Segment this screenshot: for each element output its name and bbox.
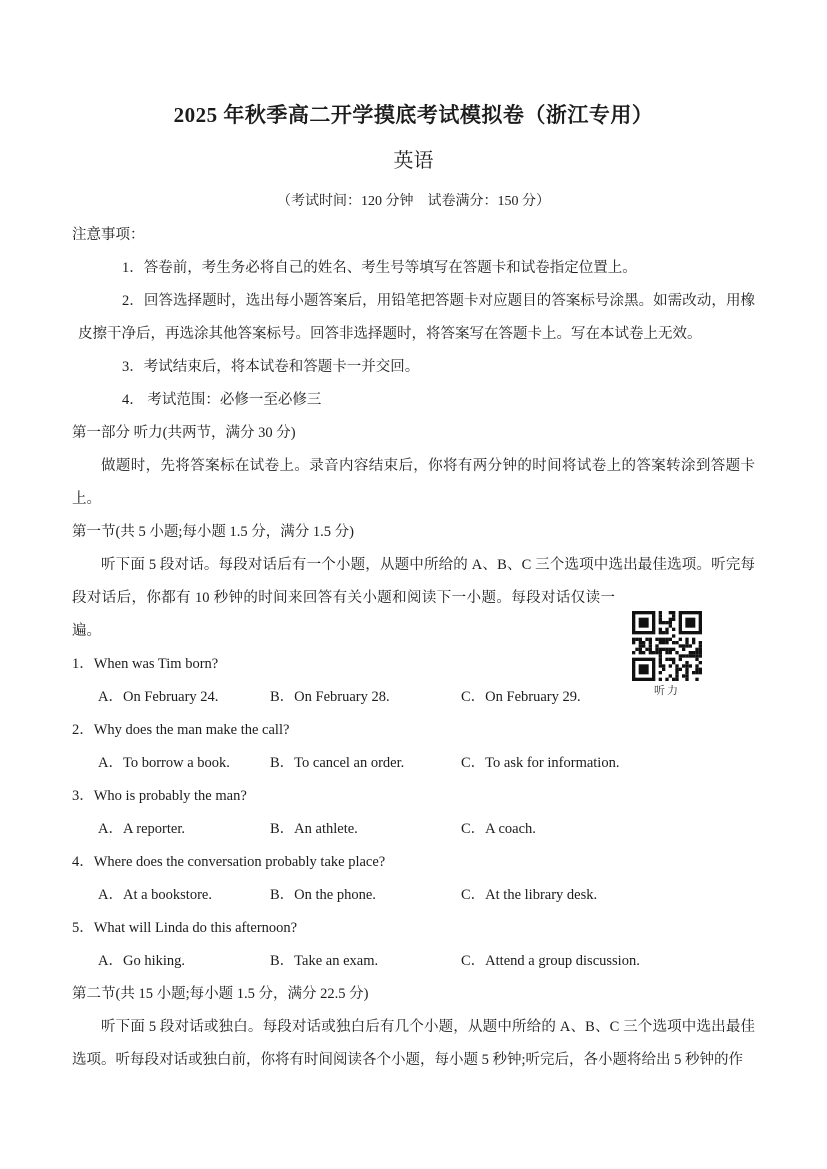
question-text: 1．When was Tim born? (72, 655, 219, 672)
question-5-options (72, 945, 755, 978)
part1-heading: 第一部分 听力(共两节，满分 30 分) (72, 424, 296, 441)
notice-item-4: 4． 考试范围：必修一至必修三 (122, 391, 322, 408)
page-title: 2025 年秋季高二开学摸底考试模拟卷（浙江专用） (173, 103, 654, 127)
notice-item-3: 3．考试结束后，将本试卷和答题卡一并交回。 (122, 358, 420, 375)
part1-block (72, 417, 755, 516)
notices-block (72, 219, 755, 417)
qr-caption: 听力 (654, 684, 680, 697)
question-3 (72, 780, 755, 846)
part1-intro: 做题时，先将答案标在试卷上。录音内容结束后，你将有两分钟的时间将试卷上的答案转涂到答题卡上。 (72, 457, 755, 507)
listening-section-1 (72, 516, 755, 978)
section1-instructions: 听下面 5 段对话。每段对话后有一个小题，从题中所给的 A、B、C 三个选项中选出最佳选项。听完每段对话后，你都有 10 秒钟的时间来回答有关小题和阅读下一小题。每段对话仅读一遍。 (72, 556, 755, 639)
question-text: 3．Who is probably the man? (72, 787, 247, 804)
option-a: A．At a bookstore. (98, 886, 212, 903)
option-a: A．On February 24. (98, 688, 219, 705)
listening-qr-block (615, 597, 719, 699)
section1-heading: 第一节(共 5 小题;每小题 1.5 分，满分 1.5 分) (72, 523, 354, 540)
option-c: C．At the library desk. (461, 886, 598, 903)
option-b: B．On February 28. (270, 688, 390, 705)
option-b: B．Take an exam. (270, 952, 379, 969)
option-b: B．To cancel an order. (270, 754, 405, 771)
option-c: C．On February 29. (461, 688, 581, 705)
option-c: C．To ask for information. (461, 754, 620, 771)
listening-qr-code (632, 611, 702, 681)
question-text: 2．Why does the man make the call? (72, 721, 290, 738)
option-b: B．On the phone. (270, 886, 376, 903)
option-c: C．Attend a group discussion. (461, 952, 640, 969)
exam-info: （考试时间：120 分钟 试卷满分：150 分） (277, 193, 550, 209)
option-a: A．A reporter. (98, 820, 185, 837)
section2-instructions: 听下面 5 段对话或独白。每段对话或独白后有几个小题，从题中所给的 A、B、C 三个选项中选出最佳选项。听每段对话或独白前，你将有时间阅读各个小题，每小题 5 秒钟;听完后，各小题将给出 5 秒钟的作 (72, 1018, 755, 1068)
question-5 (72, 912, 755, 978)
question-text: 5．What will Linda do this afternoon? (72, 919, 298, 936)
question-2-options (72, 747, 755, 780)
option-c: C．A coach. (461, 820, 536, 837)
subject-title: 英语 (393, 150, 434, 172)
question-1-options (72, 681, 615, 714)
section2-heading: 第二节(共 15 小题;每小题 1.5 分，满分 22.5 分) (72, 985, 369, 1002)
option-b: B．An athlete. (270, 820, 358, 837)
document-body (72, 219, 755, 1077)
question-2 (72, 714, 755, 780)
question-4 (72, 846, 755, 912)
option-a: A．Go hiking. (98, 952, 185, 969)
question-3-options (72, 813, 755, 846)
option-a: A．To borrow a book. (98, 754, 230, 771)
notice-item-1: 1．答卷前，考生务必将自己的姓名、考生号等填写在答题卡和试卷指定位置上。 (122, 259, 637, 276)
question-4-options (72, 879, 755, 912)
listening-section-2 (72, 978, 755, 1077)
notice-item-2: 2．回答选择题时，选出每小题答案后，用铅笔把答题卡对应题目的答案标号涂黑。如需改动，用橡皮擦干净后，再选涂其他答案标号。回答非选择题时，将答案写在答题卡上。写在本试卷上无效。 (78, 292, 755, 342)
notices-heading: 注意事项： (72, 226, 145, 243)
section1-flow (72, 549, 755, 978)
question-text: 4．Where does the conversation probably take place? (72, 853, 386, 870)
